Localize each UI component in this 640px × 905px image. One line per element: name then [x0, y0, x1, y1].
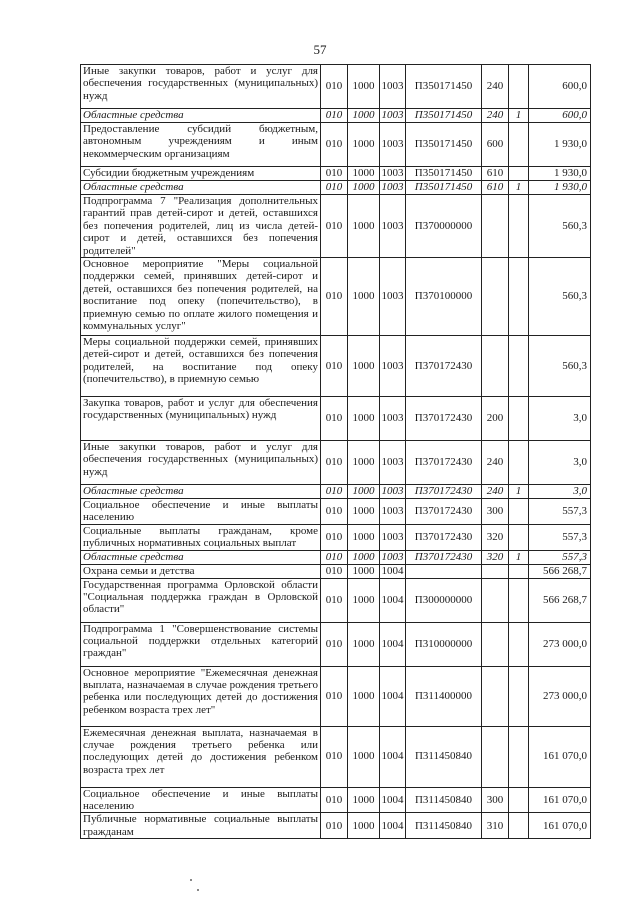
table-row [81, 726, 591, 787]
row-section-code: 1000 [348, 397, 380, 441]
row-ved-code: 010 [321, 181, 348, 195]
row-section-code: 1000 [348, 441, 380, 485]
row-expense-type [482, 622, 509, 666]
row-ved-code: 010 [321, 167, 348, 181]
table-row [81, 109, 591, 123]
table-row [81, 524, 591, 550]
row-expense-type: 240 [482, 65, 509, 109]
row-funding-source [509, 726, 529, 787]
row-funding-source [509, 666, 529, 726]
row-section-code: 1000 [348, 65, 380, 109]
row-target-article: П310000000 [406, 622, 482, 666]
row-ved-code: 010 [321, 564, 348, 578]
row-subsection-code: 1003 [380, 195, 406, 258]
table-row [81, 813, 591, 839]
row-funding-source [509, 813, 529, 839]
row-amount: 273 000,0 [529, 622, 591, 666]
row-section-code: 1000 [348, 726, 380, 787]
row-funding-source [509, 123, 529, 167]
row-name: Субсидии бюджетным учреждениям [81, 167, 321, 181]
row-subsection-code: 1004 [380, 813, 406, 839]
row-funding-source [509, 397, 529, 441]
table-row [81, 336, 591, 397]
table-row [81, 258, 591, 336]
row-section-code: 1000 [348, 195, 380, 258]
row-name: Предоставление субсидий бюджетным, автономным учреждениям и иным некоммерческим организациям [81, 123, 321, 167]
row-funding-source [509, 787, 529, 813]
row-amount: 161 070,0 [529, 726, 591, 787]
row-amount: 1 930,0 [529, 167, 591, 181]
row-target-article: П370100000 [406, 258, 482, 336]
row-ved-code: 010 [321, 195, 348, 258]
row-ved-code: 010 [321, 499, 348, 525]
row-ved-code: 010 [321, 622, 348, 666]
row-name: Социальные выплаты гражданам, кроме публичных нормативных социальных выплат [81, 524, 321, 550]
row-expense-type [482, 564, 509, 578]
row-target-article: П311450840 [406, 787, 482, 813]
row-expense-type: 300 [482, 787, 509, 813]
row-ved-code: 010 [321, 441, 348, 485]
row-ved-code: 010 [321, 813, 348, 839]
row-name: Охрана семьи и детства [81, 564, 321, 578]
row-subsection-code: 1003 [380, 499, 406, 525]
row-subsection-code: 1004 [380, 578, 406, 622]
row-section-code: 1000 [348, 336, 380, 397]
row-amount: 566 268,7 [529, 564, 591, 578]
row-subsection-code: 1003 [381, 109, 404, 122]
row-subsection-code: 1004 [381, 564, 404, 577]
row-funding-source: 1 [509, 109, 529, 123]
row-target-article: П370172430 [406, 550, 482, 564]
row-expense-type: 610 [482, 181, 509, 195]
table-row [81, 485, 591, 499]
row-funding-source [509, 65, 529, 109]
row-section-code: 1000 [348, 524, 380, 550]
row-target-article: П370172430 [406, 441, 482, 485]
row-expense-type [482, 258, 509, 336]
row-amount: 600,0 [529, 109, 591, 123]
table-row [81, 666, 591, 726]
table-row [81, 499, 591, 525]
row-name: Ежемесячная денежная выплата, назначаемая в случае рождения третьего ребенка или последующих детей до достижения ребенком возраста трех лет [81, 726, 321, 787]
row-expense-type: 240 [482, 109, 509, 123]
row-section-code: 1000 [348, 622, 380, 666]
row-funding-source: 1 [509, 550, 529, 564]
row-section-code: 1000 [348, 109, 380, 123]
row-name: Областные средства [81, 485, 321, 499]
scan-dot [197, 889, 199, 891]
row-target-article: П370172430 [406, 397, 482, 441]
row-expense-type [482, 666, 509, 726]
row-section-code: 1000 [348, 499, 380, 525]
row-target-article: П350171450 [406, 167, 482, 181]
row-name: Иные закупки товаров, работ и услуг для обеспечения государственных (муниципальных) нужд [81, 65, 321, 109]
row-subsection-code: 1003 [380, 441, 406, 485]
row-funding-source [509, 441, 529, 485]
table-row [81, 65, 591, 109]
row-subsection-code: 1004 [380, 726, 406, 787]
table-row [81, 787, 591, 813]
row-ved-code: 010 [321, 65, 348, 109]
row-amount: 1 930,0 [529, 181, 591, 195]
table-row [81, 550, 591, 564]
row-expense-type: 310 [482, 813, 509, 839]
table-row [81, 167, 591, 181]
row-funding-source [509, 578, 529, 622]
row-amount: 3,0 [529, 441, 591, 485]
table-row [81, 441, 591, 485]
row-subsection-code: 1003 [380, 258, 406, 336]
row-expense-type [482, 336, 509, 397]
row-funding-source [509, 336, 529, 397]
row-section-code: 1000 [348, 666, 380, 726]
row-amount: 3,0 [529, 397, 591, 441]
row-target-article: П370172430 [406, 485, 482, 499]
page-number: 57 [313, 42, 327, 57]
row-section-code: 1000 [348, 485, 380, 499]
row-expense-type [482, 726, 509, 787]
row-section-code: 1000 [348, 167, 380, 181]
row-section-code: 1000 [348, 564, 380, 578]
row-funding-source [509, 622, 529, 666]
row-name: Областные средства [81, 181, 321, 195]
row-amount: 3,0 [529, 485, 591, 499]
row-subsection-code: 1004 [380, 666, 406, 726]
row-name: Меры социальной поддержки семей, принявших детей-сирот и детей, оставшихся без попечения родителей, на воспитание под опеку (попечительство), в приемную семью [81, 336, 321, 397]
row-section-code: 1000 [348, 787, 380, 813]
row-subsection-code: 1003 [381, 181, 404, 194]
row-expense-type: 610 [482, 167, 509, 181]
row-expense-type [482, 578, 509, 622]
row-target-article: П370172430 [406, 336, 482, 397]
table-row [81, 123, 591, 167]
table-row [81, 578, 591, 622]
row-subsection-code: 1003 [380, 336, 406, 397]
row-name: Закупка товаров, работ и услуг для обеспечения государственных (муниципальных) нужд [81, 397, 321, 441]
row-ved-code: 010 [321, 109, 348, 123]
row-target-article: П300000000 [406, 578, 482, 622]
row-ved-code: 010 [321, 578, 348, 622]
row-ved-code: 010 [321, 787, 348, 813]
row-expense-type: 600 [482, 123, 509, 167]
row-expense-type: 240 [482, 441, 509, 485]
row-subsection-code: 1003 [380, 65, 406, 109]
row-subsection-code: 1004 [380, 622, 406, 666]
row-section-code: 1000 [348, 181, 380, 195]
row-target-article: П350171450 [406, 181, 482, 195]
row-target-article: П370172430 [406, 499, 482, 525]
row-target-article: П370000000 [406, 195, 482, 258]
table-body [81, 65, 591, 839]
row-expense-type: 320 [482, 550, 509, 564]
row-name: Областные средства [81, 550, 321, 564]
row-ved-code: 010 [321, 123, 348, 167]
row-subsection-code: 1003 [381, 485, 404, 498]
row-ved-code: 010 [321, 397, 348, 441]
row-target-article: П370172430 [406, 524, 482, 550]
row-ved-code: 010 [321, 726, 348, 787]
row-name: Иные закупки товаров, работ и услуг для обеспечения государственных (муниципальных) нужд [81, 441, 321, 485]
row-amount: 600,0 [529, 65, 591, 109]
row-amount: 557,3 [529, 550, 591, 564]
row-subsection-code: 1003 [380, 397, 406, 441]
row-ved-code: 010 [321, 524, 348, 550]
row-amount: 557,3 [529, 524, 591, 550]
row-section-code: 1000 [348, 550, 380, 564]
table-row [81, 564, 591, 578]
row-section-code: 1000 [348, 813, 380, 839]
row-funding-source [509, 195, 529, 258]
row-name: Подпрограмма 7 "Реализация дополнительных гарантий прав детей-сирот и детей, оставшихся без попечения родителей, лиц из числа детей-сирот и детей, оставшихся без попечения родителей" [81, 195, 321, 258]
row-section-code: 1000 [348, 123, 380, 167]
row-target-article: П311450840 [406, 813, 482, 839]
row-funding-source: 1 [509, 485, 529, 499]
row-funding-source [509, 258, 529, 336]
row-subsection-code: 1003 [381, 167, 404, 180]
row-amount: 566 268,7 [529, 578, 591, 622]
row-amount: 560,3 [529, 195, 591, 258]
row-name: Основное мероприятие "Меры социальной поддержки семей, принявших детей-сирот и детей, оставшихся без попечения родителей, на воспитание под опеку (попечительство), в приемную семью по оплате жилого помещения и коммунальных услуг" [81, 258, 321, 336]
row-section-code: 1000 [348, 578, 380, 622]
row-ved-code: 010 [321, 666, 348, 726]
budget-table [80, 64, 591, 839]
row-expense-type: 320 [482, 524, 509, 550]
table-row [81, 397, 591, 441]
row-expense-type: 240 [482, 485, 509, 499]
row-subsection-code: 1003 [381, 550, 404, 563]
row-name: Социальное обеспечение и иные выплаты населению [81, 787, 321, 813]
row-target-article: П311400000 [406, 666, 482, 726]
row-subsection-code: 1003 [380, 524, 406, 550]
row-amount: 557,3 [529, 499, 591, 525]
row-amount: 273 000,0 [529, 666, 591, 726]
row-name: Подпрограмма 1 "Совершенствование системы социальной поддержки отдельных категорий граждан" [81, 622, 321, 666]
row-ved-code: 010 [321, 336, 348, 397]
row-name: Социальное обеспечение и иные выплаты населению [81, 499, 321, 525]
row-subsection-code: 1003 [380, 123, 406, 167]
row-target-article: П311450840 [406, 726, 482, 787]
row-name: Основное мероприятие "Ежемесячная денежная выплата, назначаемая в случае рождения третьего ребенка или последующих детей до достижения ребенком возраста трех лет" [81, 666, 321, 726]
row-funding-source [509, 167, 529, 181]
row-ved-code: 010 [321, 485, 348, 499]
row-amount: 161 070,0 [529, 787, 591, 813]
table-row [81, 181, 591, 195]
row-name: Областные средства [81, 109, 321, 123]
row-funding-source [509, 499, 529, 525]
row-amount: 161 070,0 [529, 813, 591, 839]
row-target-article: П350171450 [406, 109, 482, 123]
row-target-article: П350171450 [406, 65, 482, 109]
row-target-article [406, 564, 482, 578]
row-expense-type [482, 195, 509, 258]
row-amount: 1 930,0 [529, 123, 591, 167]
row-expense-type: 200 [482, 397, 509, 441]
row-subsection-code: 1004 [380, 787, 406, 813]
table-row [81, 195, 591, 258]
row-funding-source: 1 [509, 181, 529, 195]
table-row [81, 622, 591, 666]
row-ved-code: 010 [321, 258, 348, 336]
row-ved-code: 010 [321, 550, 348, 564]
row-amount: 560,3 [529, 336, 591, 397]
row-amount: 560,3 [529, 258, 591, 336]
row-funding-source [509, 564, 529, 578]
row-name: Публичные нормативные социальные выплаты гражданам [81, 813, 321, 839]
scan-dot [190, 879, 192, 881]
row-section-code: 1000 [348, 258, 380, 336]
row-name: Государственная программа Орловской области "Социальная поддержка граждан в Орловской области" [81, 578, 321, 622]
row-expense-type: 300 [482, 499, 509, 525]
row-target-article: П350171450 [406, 123, 482, 167]
row-funding-source [509, 524, 529, 550]
